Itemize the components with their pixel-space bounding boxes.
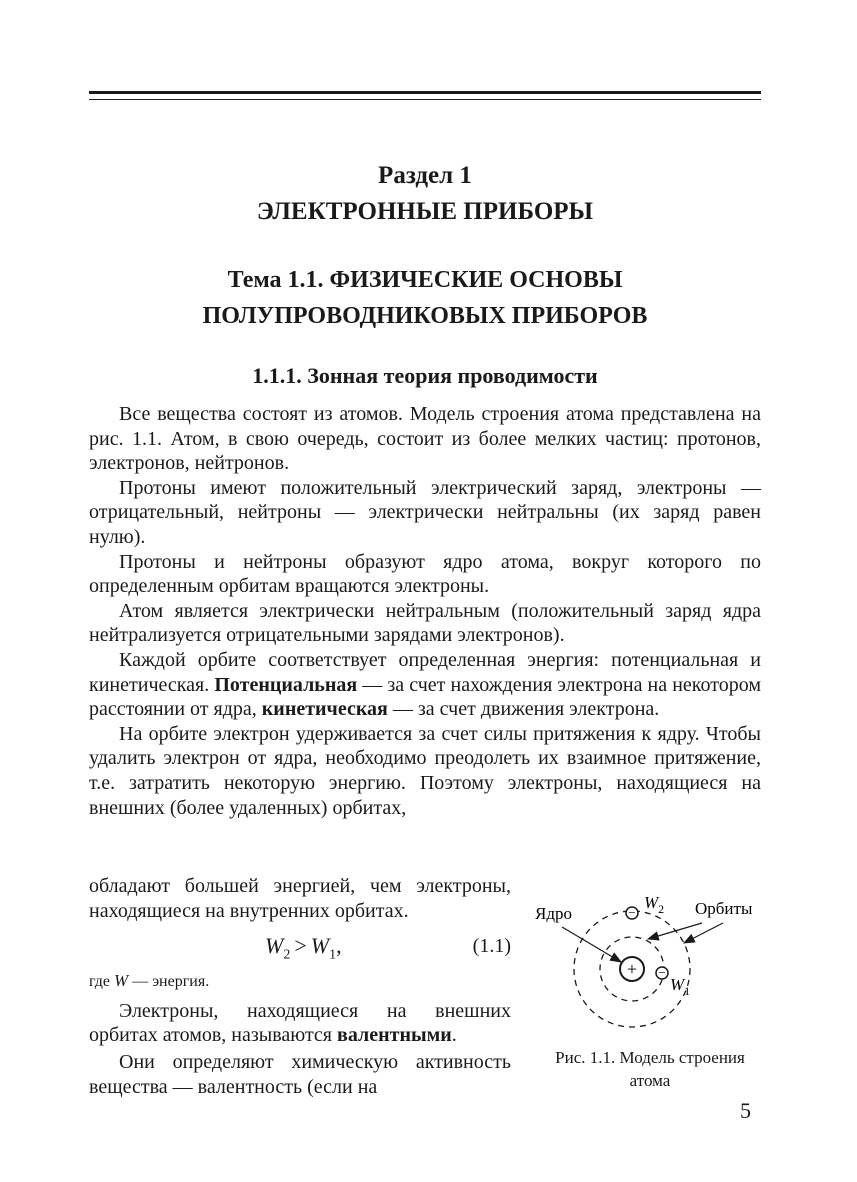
- figure-caption: [520, 1046, 780, 1092]
- nucleus-plus-sign: +: [626, 959, 638, 979]
- paragraph-4: Атом является электрически нейтральным (положительный заряд ядра нейтрализуется отрицательными зарядами электронов).: [89, 599, 761, 647]
- electron-outer-minus: −: [628, 905, 636, 920]
- formula-1-1: [89, 929, 511, 969]
- w2-label: $W_2$: [644, 893, 665, 916]
- orbit-arrow-inner: [648, 923, 702, 939]
- paragraph-8: Они определяют химическую активность вещества — валентность (если на: [89, 1050, 511, 1098]
- topic-line-1: Тема 1.1. ФИЗИЧЕСКИЕ ОСНОВЫ: [227, 267, 623, 293]
- paragraph-7: Электроны, находящиеся на внешних орбитах атомов, называются валентными.: [89, 999, 511, 1047]
- formula-number: (1.1): [472, 935, 511, 958]
- atom-model-figure: [520, 885, 770, 1045]
- w1-label: $W_1$: [670, 975, 691, 998]
- formula-expression: $W_2 > W_1$,: [265, 933, 342, 963]
- figure-caption-line-2: атома: [629, 1071, 671, 1090]
- topic-title: [89, 262, 761, 334]
- page-number: 5: [740, 1098, 751, 1123]
- text-left-column: [89, 872, 511, 1099]
- paragraph-6: На орбите электрон удерживается за счет силы притяжения к ядру. Чтобы удалить электрон от ядра, необходимо преодолеть их взаимное притяжение, т.е. затратить некоторую энергию. Поэтому электроны, находящиеся на внешних (более удаленных) орбитах,: [89, 722, 761, 819]
- paragraph-6-continued: обладают большей энергией, чем электроны, находящиеся на внутренних орбитах.: [89, 875, 511, 922]
- body-text: [89, 402, 761, 820]
- section-name: ЭЛЕКТРОННЫЕ ПРИБОРЫ: [256, 198, 594, 225]
- section-title: [89, 158, 761, 230]
- header-rule-thin: [89, 99, 761, 100]
- paragraph-1: Все вещества состоят из атомов. Модель строения атома представлена на рис. 1.1. Атом, в свою очередь, состоит из более мелких частиц: протонов, электронов, нейтронов.: [89, 403, 761, 475]
- paragraph-3: Протоны и нейтроны образуют ядро атома, вокруг которого по определенным орбитам вращаются электроны.: [89, 550, 761, 598]
- figure-caption-line-1: Рис. 1.1. Модель строения: [555, 1048, 745, 1067]
- header-rule-thick: [89, 91, 761, 94]
- nucleus-label: Ядро: [535, 904, 572, 923]
- formula-where: где W — энергия.: [89, 971, 210, 991]
- electron-inner-minus: −: [658, 965, 666, 980]
- term-kinetic: кинетическая: [261, 698, 388, 721]
- term-valence: валентными: [337, 1024, 452, 1047]
- topic-line-2: ПОЛУПРОВОДНИКОВЫХ ПРИБОРОВ: [202, 303, 648, 329]
- paragraph-5: Каждой орбите соответствует определенная энергия: потенциальная и кинетическая. Потенциальная — за счет нахождения электрона на некотором расстоянии от ядра, кинетическая — за счет движения электрона.: [89, 648, 761, 721]
- term-potential: Потенциальная: [214, 673, 358, 696]
- paragraph-2: Протоны имеют положительный электрический заряд, электроны — отрицательный, нейтроны — электрически нейтральны (их заряд равен нулю).: [89, 476, 761, 548]
- nucleus-arrow: [562, 927, 621, 962]
- subsection-title: 1.1.1. Зонная теория проводимости: [252, 363, 598, 388]
- orbits-label: Орбиты: [695, 899, 753, 918]
- section-number: Раздел 1: [378, 162, 472, 189]
